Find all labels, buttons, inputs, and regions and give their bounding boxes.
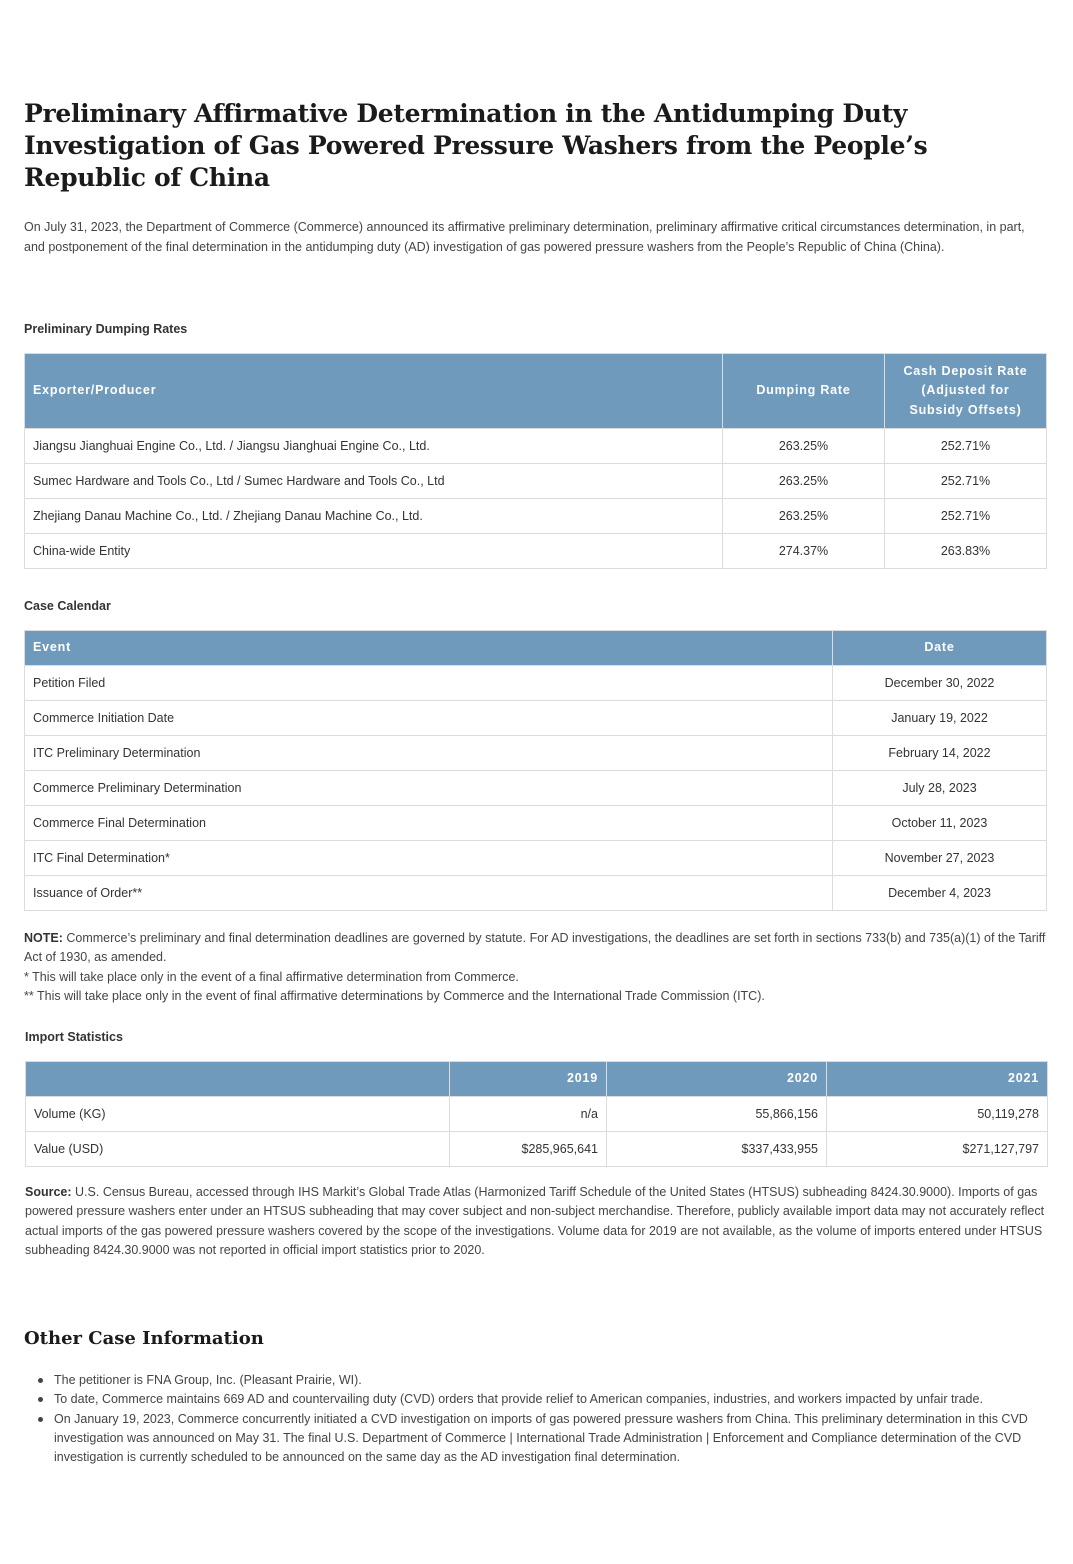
value-2019-cell: $285,965,641 [450,1132,607,1167]
value-2020-cell: 55,866,156 [607,1097,827,1132]
metric-cell: Value (USD) [26,1132,450,1167]
event-cell: Issuance of Order** [25,876,833,911]
import-statistics-table [25,1061,1048,1167]
bullet-icon [38,1378,43,1383]
column-header-exporter: Exporter/Producer [25,354,723,429]
table-row [26,1132,1048,1167]
column-header-metric [26,1062,450,1097]
import-statistics-label: Import Statistics [25,1030,123,1044]
table-row [25,429,1047,464]
event-cell: Commerce Preliminary Determination [25,771,833,806]
cash-deposit-cell: 252.71% [885,464,1047,499]
exporter-cell: Zhejiang Danau Machine Co., Ltd. / Zhejiang Danau Machine Co., Ltd. [25,499,723,534]
case-calendar-label: Case Calendar [24,599,111,613]
table-row [26,1097,1048,1132]
value-2020-cell: $337,433,955 [607,1132,827,1167]
table-header-row [25,631,1047,666]
source-label: Source: [25,1185,72,1199]
dumping-rate-cell: 263.25% [723,429,885,464]
value-2019-cell: n/a [450,1097,607,1132]
date-cell: July 28, 2023 [833,771,1047,806]
event-cell: ITC Final Determination* [25,841,833,876]
column-header-dumping-rate: Dumping Rate [723,354,885,429]
date-cell: October 11, 2023 [833,806,1047,841]
note-text [24,929,1046,968]
date-cell: January 19, 2022 [833,701,1047,736]
dumping-rates-label: Preliminary Dumping Rates [24,322,188,336]
date-cell: December 30, 2022 [833,666,1047,701]
value-2021-cell: 50,119,278 [827,1097,1048,1132]
note-body: Commerce’s preliminary and final determination deadlines are governed by statute. For AD investigations, the deadlines are set forth in sections 733(b) and 735(a)(1) of the Tariff Act of 1930, as amended. [24,931,1046,965]
column-header-date: Date [833,631,1047,666]
dumping-rate-cell: 263.25% [723,499,885,534]
table-row [25,499,1047,534]
table-row [25,534,1047,569]
table-header-row [26,1062,1048,1097]
list-item [54,1410,1046,1468]
list-item [54,1390,1046,1409]
table-row [25,806,1047,841]
table-row [25,464,1047,499]
list-item-text: On January 19, 2023, Commerce concurrently initiated a CVD investigation on imports of gas powered pressure washers from China. This preliminary determination in this CVD investigation was announced on May 31. The final U.S. Department of Commerce | International Trade Administration | Enforcement and Compliance determination of the CVD investigation is currently scheduled to be announced on the same day as the AD investigation final determination. [54,1411,1028,1465]
event-cell: Commerce Final Determination [25,806,833,841]
cash-deposit-cell: 252.71% [885,499,1047,534]
table-row [25,876,1047,911]
event-cell: Commerce Initiation Date [25,701,833,736]
intro-paragraph: On July 31, 2023, the Department of Commerce (Commerce) announced its affirmative preliminary determination, preliminary affirmative critical circumstances determination, in part, and postponement of the final determination in the antidumping duty (AD) investigation of gas powered pressure washers from the People’s Republic of China (China). [24,220,1025,254]
page-title: Preliminary Affirmative Determination in the Antidumping Duty Investigation of Gas Powered Pressure Washers from the People’s Republic of China [24,99,928,192]
case-calendar-table [24,630,1047,911]
date-cell: February 14, 2022 [833,736,1047,771]
footnote-itc-final: * This will take place only in the event of a final affirmative determination from Commerce. [24,969,519,984]
table-header-row [25,354,1047,429]
bullet-icon [38,1397,43,1402]
table-row [25,841,1047,876]
source-text: U.S. Census Bureau, accessed through IHS Markit’s Global Trade Atlas (Harmonized Tariff Schedule of the United States (HTSUS) subheading 8424.30.9000). Imports of gas powered pressure washers enter under an HTSUS subheading that may cover subject and non-subject merchandise. Therefore, publicly available import data may not accurately reflect actual imports of the gas powered pressure washers covered by the scope of the investigations. Volume data for 2019 are not available, as the volume of imports entered under HTSUS subheading 8424.30.9000 was not reported in official import statistics prior to 2020. [25,1185,1045,1257]
cash-deposit-cell: 263.83% [885,534,1047,569]
other-case-information-heading: Other Case Information [24,1328,264,1349]
list-item-text: To date, Commerce maintains 669 AD and countervailing duty (CVD) orders that provide relief to American companies, industries, and workers impacted by unfair trade. [54,1392,983,1407]
metric-cell: Volume (KG) [26,1097,450,1132]
footnote-order: ** This will take place only in the event of final affirmative determinations by Commerce and the International Trade Commission (ITC). [24,988,765,1003]
list-item [54,1371,1046,1390]
date-cell: November 27, 2023 [833,841,1047,876]
statutory-note [24,929,1046,1006]
note-label: NOTE: [24,931,63,945]
table-row [25,736,1047,771]
dumping-rate-cell: 274.37% [723,534,885,569]
value-2021-cell: $271,127,797 [827,1132,1048,1167]
exporter-cell: Jiangsu Jianghuai Engine Co., Ltd. / Jiangsu Jianghuai Engine Co., Ltd. [25,429,723,464]
other-case-information-list [24,1371,1046,1467]
table-row [25,771,1047,806]
exporter-cell: Sumec Hardware and Tools Co., Ltd / Sumec Hardware and Tools Co., Ltd [25,464,723,499]
cash-deposit-cell: 252.71% [885,429,1047,464]
exporter-cell: China-wide Entity [25,534,723,569]
table-row [25,701,1047,736]
column-header-2020: 2020 [607,1062,827,1097]
dumping-rates-table [24,353,1047,569]
date-cell: December 4, 2023 [833,876,1047,911]
event-cell: ITC Preliminary Determination [25,736,833,771]
event-cell: Petition Filed [25,666,833,701]
column-header-cash-deposit: Cash Deposit Rate (Adjusted for Subsidy Offsets) [885,354,1047,429]
table-row [25,666,1047,701]
column-header-2021: 2021 [827,1062,1048,1097]
source-note [25,1183,1047,1260]
column-header-event: Event [25,631,833,666]
column-header-2019: 2019 [450,1062,607,1097]
list-item-text: The petitioner is FNA Group, Inc. (Pleasant Prairie, WI). [54,1373,362,1387]
dumping-rate-cell: 263.25% [723,464,885,499]
bullet-icon [38,1417,43,1422]
